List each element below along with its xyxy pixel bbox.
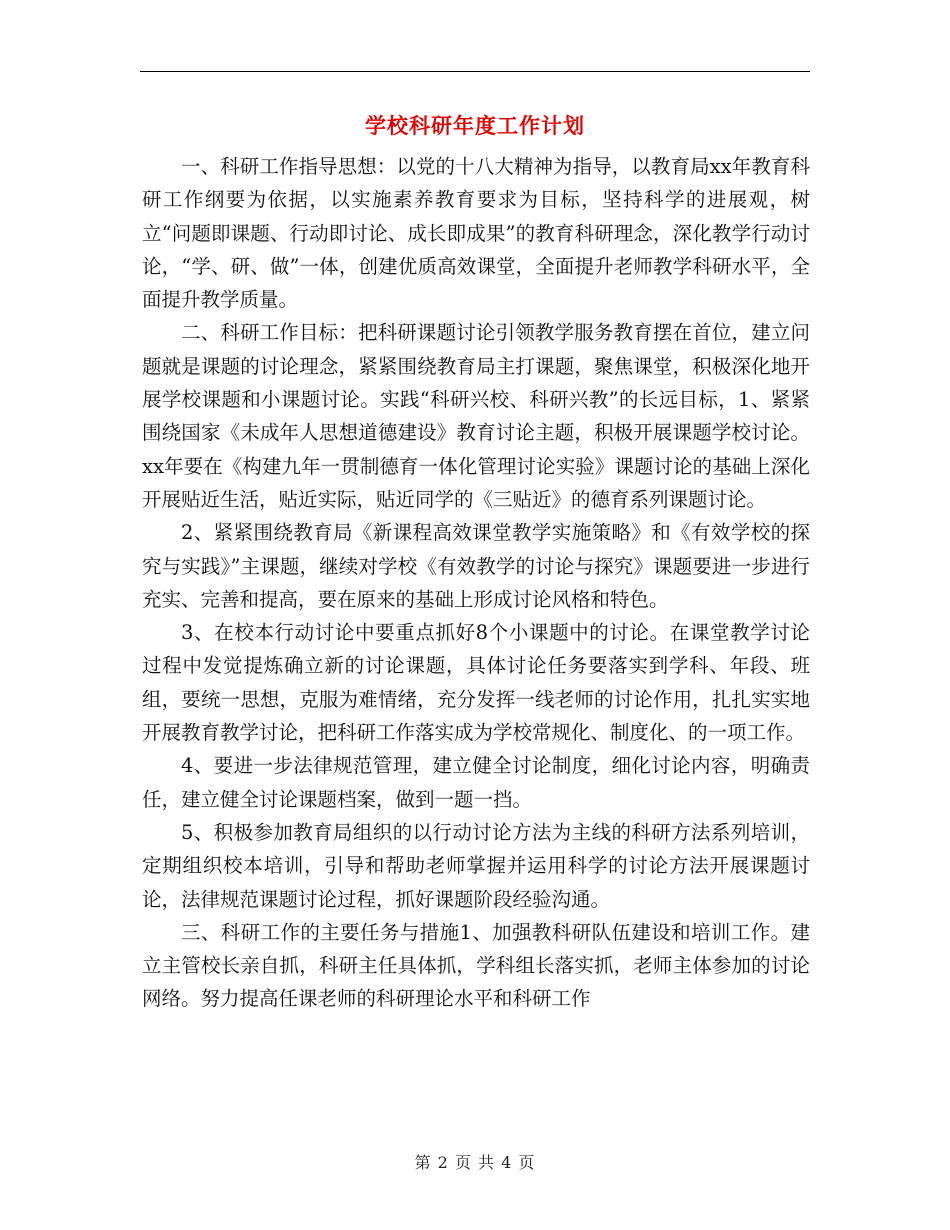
page-number: 第 2 页 共 4 页 — [414, 1153, 536, 1172]
header-rule — [140, 71, 810, 72]
document-body — [142, 150, 810, 1016]
paragraph-item-2: 2、紧紧围绕教育局《新课程高效课堂教学实施策略》和《有效学校的探究与实践》”主课题，继续对学校《有效教学的讨论与探究》课题要进一步进行充实、完善和提高，要在原来的基础上形成讨论风格和特色。 — [142, 521, 810, 611]
paragraph-item-4: 4、要进一步法律规范管理，建立健全讨论制度，细化讨论内容，明确责任，建立健全讨论课题档案，做到一题一挡。 — [142, 754, 810, 811]
paragraph-item-3: 3、在校本行动讨论中要重点抓好8个小课题中的讨论。在课堂教学讨论过程中发觉提炼确立新的讨论课题，具体讨论任务要落实到学科、年段、班组，要统一思想，克服为难情绪，充分发挥一线老师的讨论作用，扎扎实实地开展教育教学讨论，把科研工作落实成为学校常规化、制度化、的一项工作。 — [142, 621, 810, 745]
paragraph-item-5: 5、积极参加教育局组织的以行动讨论方法为主线的科研方法系列培训，定期组织校本培训，引导和帮助老师掌握并运用科学的讨论方法开展课题讨论，法律规范课题讨论过程，抓好课题阶段经验沟通。 — [142, 820, 810, 911]
paragraph-guiding-ideology: 一、科研工作指导思想：以党的十八大精神为指导，以教育局xx年教育科研工作纲要为依据，以实施素养教育要求为目标，坚持科学的进展观，树立“问题即课题、行动即讨论、成长即成果”的教育科研理念，深化教学行动讨论，“学、研、做”一体，创建优质高效课堂，全面提升老师教学科研水平，全面提升教学质量。 — [142, 155, 810, 312]
document-title: 学校科研年度工作计划 — [365, 113, 585, 138]
paragraph-research-goals: 二、科研工作目标：把科研课题讨论引领教学服务教育摆在首位，建立问题就是课题的讨论理念，紧紧围绕教育局主打课题，聚焦课堂，积极深化地开展学校课题和小课题讨论。实践“科研兴校、科研兴教”的长远目标，1、紧紧围绕国家《未成年人思想道德建设》教育讨论主题，积极开展课题学校讨论。xx年要在《构建九年一贯制德育一体化管理讨论实验》课题讨论的基础上深化开展贴近生活，贴近实际，贴近同学的《三贴近》的德育系列课题讨论。 — [142, 321, 810, 511]
paragraph-main-tasks: 三、科研工作的主要任务与措施1、加强教科研队伍建设和培训工作。建立主管校长亲自抓，科研主任具体抓，学科组长落实抓，老师主体参加的讨论网络。努力提高任课老师的科研理论水平和科研工作 — [142, 920, 810, 1011]
